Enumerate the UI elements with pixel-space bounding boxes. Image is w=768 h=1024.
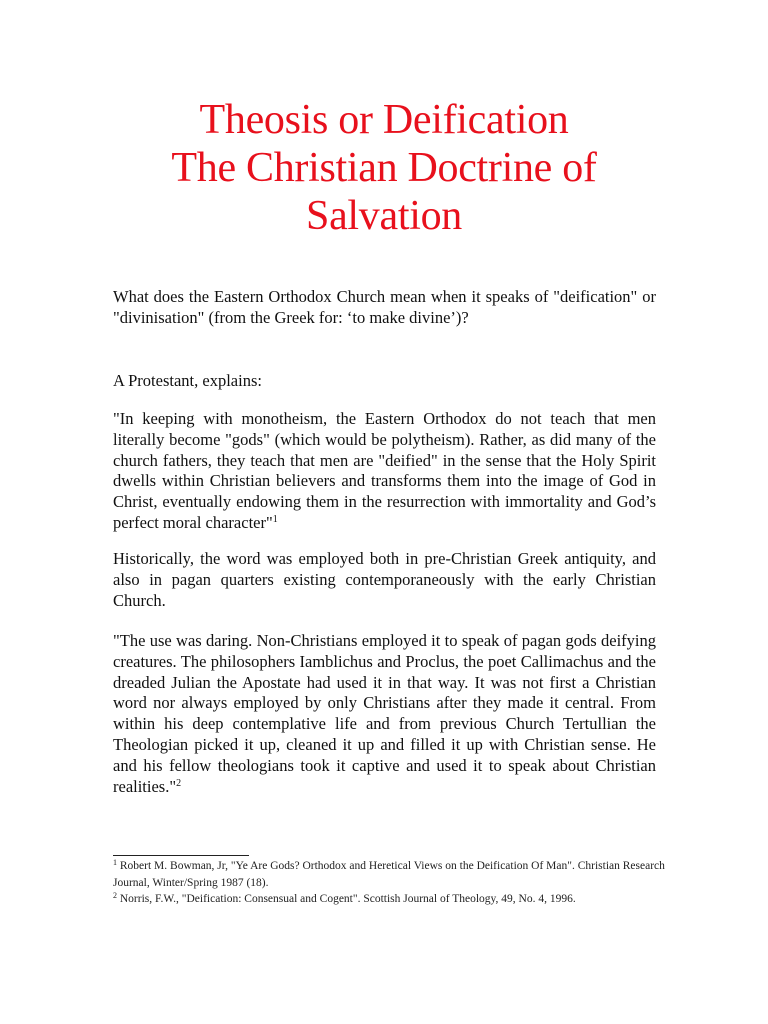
paragraph-history <box>113 549 656 611</box>
footnote-ref-1[interactable]: 1 <box>272 513 278 525</box>
quote-norris-text: "The use was daring. Non-Christians employed it to speak of pagan gods deifying creatures. The philosophers Iamblichus and Proclus, the poet Callimachus and the dreaded Julian the Apostate had used it in that way. It was not first a Christian word nor always employed by only Christians after they made it central. From within his deep contemplative life and from previous Church Tertullian the Theologian picked it up, cleaned it up and filled it up with Christian sense. He and his fellow theologians took it captive and used it to speak about Christian realities." <box>113 631 656 796</box>
title-line-1: Theosis or Deification <box>199 97 569 143</box>
paragraph-quote-norris <box>113 631 656 797</box>
footnote-2-number: 2 <box>113 891 117 900</box>
paragraph-protestant-intro <box>113 371 656 392</box>
paragraph-quote-bowman-body <box>113 409 656 534</box>
paragraph-question <box>113 287 656 329</box>
paragraph-question-text: What does the Eastern Orthodox Church mean when it speaks of "deification" or "divinisation" (from the Greek for: ‘to make divine’)? <box>113 287 656 327</box>
paragraph-quote-bowman <box>113 409 656 534</box>
footnote-2-text: Norris, F.W., "Deification: Consensual and Cogent". Scottish Journal of Theology, 49, No. 4, 1996. <box>117 893 576 905</box>
title-line-3: Salvation <box>306 193 462 239</box>
quote-bowman-text: "In keeping with monotheism, the Eastern Orthodox do not teach that men literally become "gods" (which would be polytheism). Rather, as did many of the church fathers, they teach that men are "deified" in the sense that the Holy Spirit dwells within Christian believers and transforms them into the image of God in Christ, eventually endowing them in the resurrection with immortality and God’s perfect moral character" <box>113 409 656 532</box>
footnote-2 <box>113 891 673 908</box>
paragraph-history-text: Historically, the word was employed both in pre-Christian Greek antiquity, and also in pagan quarters existing contemporaneously with the early Christian Church. <box>113 549 656 610</box>
paragraph-quote-norris-body <box>113 631 656 797</box>
paragraph-protestant-intro-text: A Protestant, explains: <box>113 371 262 390</box>
footnotes <box>113 858 673 908</box>
title-line-2: The Christian Doctrine of <box>171 145 597 191</box>
document-title <box>80 96 688 240</box>
footnote-separator <box>113 855 249 856</box>
footnote-1 <box>113 858 673 891</box>
footnote-ref-2[interactable]: 2 <box>176 777 182 789</box>
footnote-1-text: Robert M. Bowman, Jr, "Ye Are Gods? Orthodox and Heretical Views on the Deification Of Man". Christian Research Journal, Winter/Spring 1987 (18). <box>113 860 665 889</box>
footnote-1-number: 1 <box>113 858 117 867</box>
